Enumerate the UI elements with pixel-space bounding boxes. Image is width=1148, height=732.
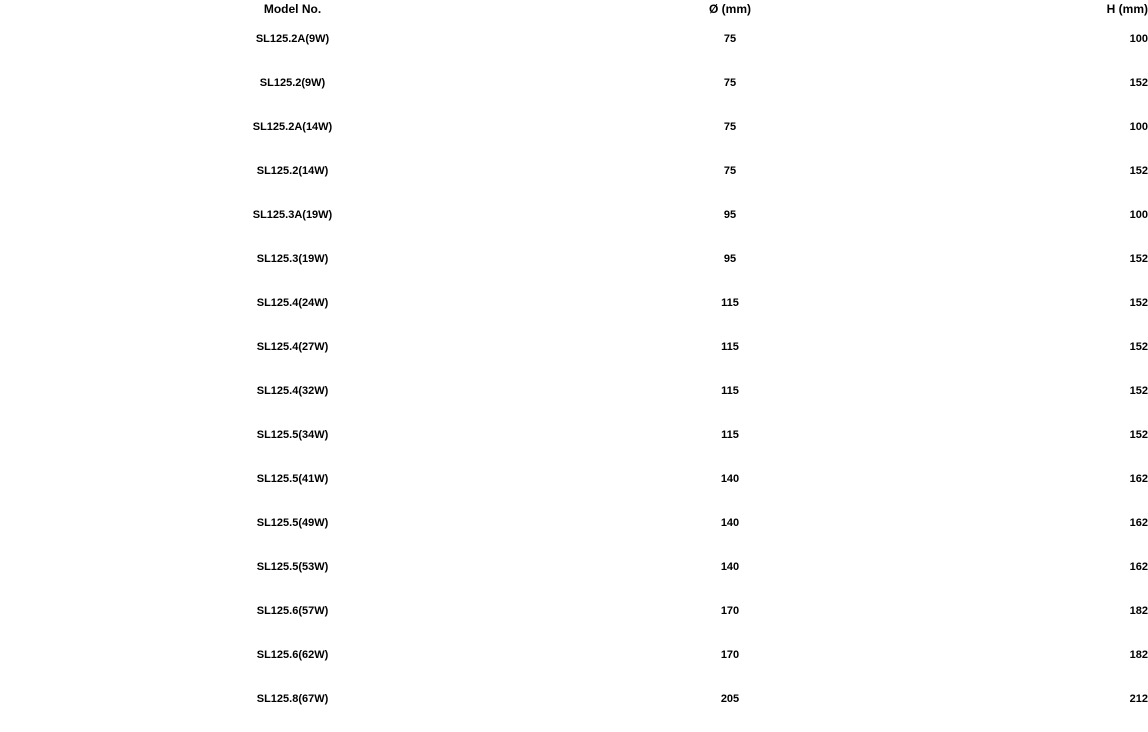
cell-diameter: 75 — [723, 77, 737, 89]
cell-diameter: 95 — [723, 253, 737, 265]
table-row — [0, 325, 1148, 369]
table-row — [0, 61, 1148, 105]
cell-height: 100 — [1129, 121, 1148, 133]
cell-height: 152 — [1129, 165, 1148, 177]
cell-height: 152 — [1129, 385, 1148, 397]
table-row — [0, 677, 1148, 721]
table-row — [0, 193, 1148, 237]
cell-model-number: SL125.4(32W) — [256, 385, 329, 397]
table-row — [0, 281, 1148, 325]
column-header-diameter: Ø (mm) — [709, 1, 751, 16]
cell-model-number: SL125.8(67W) — [256, 693, 329, 705]
cell-diameter: 140 — [720, 473, 740, 485]
cell-diameter: 75 — [723, 121, 737, 133]
cell-height: 152 — [1129, 297, 1148, 309]
table-row — [0, 457, 1148, 501]
table-header — [0, 0, 1148, 17]
column-header-model: Model No. — [263, 1, 322, 16]
table-row — [0, 589, 1148, 633]
table-row — [0, 17, 1148, 61]
cell-model-number: SL125.5(41W) — [256, 473, 329, 485]
cell-diameter: 205 — [720, 693, 740, 705]
cell-model-number: SL125.6(62W) — [256, 649, 329, 661]
cell-model-number: SL125.4(24W) — [256, 297, 329, 309]
cell-diameter: 115 — [721, 341, 739, 353]
table-header-row — [0, 0, 1148, 17]
cell-model-number: SL125.2A(14W) — [252, 121, 333, 133]
cell-diameter: 75 — [723, 165, 737, 177]
table-row — [0, 369, 1148, 413]
cell-model-number: SL125.5(34W) — [256, 429, 329, 441]
cell-height: 152 — [1129, 77, 1148, 89]
cell-model-number: SL125.5(53W) — [256, 561, 329, 573]
cell-model-number: SL125.3A(19W) — [252, 209, 333, 221]
cell-model-number: SL125.6(57W) — [256, 605, 329, 617]
cell-model-number: SL125.2A(9W) — [255, 33, 330, 45]
table-row — [0, 501, 1148, 545]
cell-diameter: 115 — [721, 429, 739, 441]
cell-model-number: SL125.2(9W) — [259, 77, 326, 89]
cell-height: 182 — [1129, 649, 1148, 661]
table-row — [0, 105, 1148, 149]
cell-diameter: 115 — [721, 385, 739, 397]
cell-height: 152 — [1129, 429, 1148, 441]
cell-model-number: SL125.3(19W) — [256, 253, 329, 265]
cell-height: 162 — [1129, 517, 1148, 529]
cell-model-number: SL125.4(27W) — [256, 341, 329, 353]
cell-diameter: 140 — [720, 561, 740, 573]
cell-height: 212 — [1129, 693, 1148, 705]
cell-height: 162 — [1129, 561, 1148, 573]
table-row — [0, 545, 1148, 589]
cell-diameter: 115 — [721, 297, 739, 309]
cell-diameter: 140 — [720, 517, 740, 529]
cell-diameter: 95 — [723, 209, 737, 221]
cell-diameter: 75 — [723, 33, 737, 45]
table-body — [0, 17, 1148, 721]
cell-height: 162 — [1129, 473, 1148, 485]
cell-diameter: 170 — [720, 649, 740, 661]
cell-height: 182 — [1129, 605, 1148, 617]
table-row — [0, 237, 1148, 281]
cell-model-number: SL125.5(49W) — [256, 517, 329, 529]
cell-height: 100 — [1129, 209, 1148, 221]
column-header-height: H (mm) — [1106, 1, 1148, 16]
table-row — [0, 413, 1148, 457]
cell-height: 152 — [1129, 341, 1148, 353]
table-row — [0, 633, 1148, 677]
table-row — [0, 149, 1148, 193]
cell-height: 152 — [1129, 253, 1148, 265]
cell-model-number: SL125.2(14W) — [256, 165, 329, 177]
cell-diameter: 170 — [720, 605, 740, 617]
cell-height: 100 — [1129, 33, 1148, 45]
